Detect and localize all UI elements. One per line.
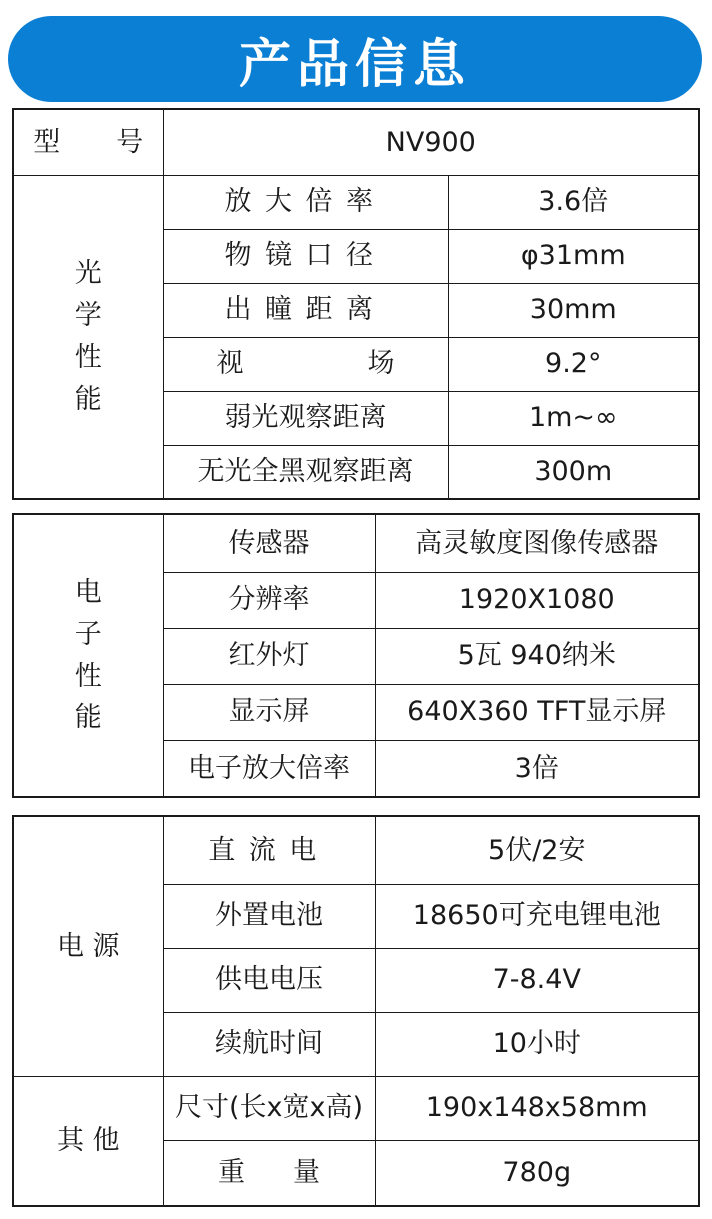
- table-row: [13, 109, 699, 175]
- spec-label-a: 视: [216, 348, 244, 380]
- title-banner: [8, 16, 702, 102]
- spec-label: 出瞳距离: [163, 283, 448, 337]
- optical-category-text: 光学性能: [74, 258, 102, 415]
- spec-label: 电子放大倍率: [163, 740, 375, 797]
- spec-label-a: 重: [218, 1157, 245, 1189]
- spec-label-b: 场: [367, 348, 395, 380]
- model-value: NV900: [163, 109, 699, 175]
- spec-label: [163, 337, 448, 391]
- spec-value: 1920X1080: [375, 572, 699, 628]
- spec-label: 弱光观察距离: [163, 391, 448, 445]
- spec-label: 外置电池: [163, 884, 375, 948]
- spec-value: 780g: [375, 1140, 699, 1206]
- spec-value: 30mm: [448, 283, 699, 337]
- spec-label: 续航时间: [163, 1012, 375, 1076]
- spec-label-b: 量: [293, 1157, 320, 1189]
- model-label: [13, 109, 163, 175]
- electronic-spec-table: [12, 513, 700, 798]
- spec-label: 供电电压: [163, 948, 375, 1012]
- spec-label: [163, 1140, 375, 1206]
- spec-label: 红外灯: [163, 628, 375, 684]
- spec-label: 尺寸(长x宽x高): [163, 1076, 375, 1140]
- spec-value: 18650可充电锂电池: [375, 884, 699, 948]
- spec-label: 直流电: [163, 816, 375, 884]
- spec-value: 640X360 TFT显示屏: [375, 684, 699, 740]
- electronic-category: [13, 514, 163, 797]
- spec-value: 高灵敏度图像传感器: [375, 514, 699, 572]
- spec-value: 3.6倍: [448, 175, 699, 229]
- spec-label: 放大倍率: [163, 175, 448, 229]
- electronic-category-text: 电子性能: [74, 576, 102, 734]
- table-row: [13, 816, 699, 884]
- power-category: 电 源: [13, 816, 163, 1076]
- spec-value: 10小时: [375, 1012, 699, 1076]
- spec-value: 300m: [448, 445, 699, 499]
- optical-category: [13, 175, 163, 499]
- model-label-b: 号: [116, 126, 144, 158]
- spec-label: 物镜口径: [163, 229, 448, 283]
- page-title: 产品信息: [238, 34, 471, 95]
- spec-value: 5瓦 940纳米: [375, 628, 699, 684]
- other-category: 其 他: [13, 1076, 163, 1206]
- spec-value: 9.2°: [448, 337, 699, 391]
- spec-label: 分辨率: [163, 572, 375, 628]
- spec-label: 传感器: [163, 514, 375, 572]
- table-row: [13, 175, 699, 229]
- spec-value: 1m~∞: [448, 391, 699, 445]
- power-other-spec-table: [12, 815, 700, 1207]
- optical-spec-table: [12, 108, 700, 500]
- spec-value: 7-8.4V: [375, 948, 699, 1012]
- spec-label: 无光全黑观察距离: [163, 445, 448, 499]
- spec-value: 190x148x58mm: [375, 1076, 699, 1140]
- table-row: [13, 1076, 699, 1140]
- spec-value: φ31mm: [448, 229, 699, 283]
- spec-value: 3倍: [375, 740, 699, 797]
- model-label-a: 型: [33, 126, 61, 158]
- spec-value: 5伏/2安: [375, 816, 699, 884]
- table-row: [13, 514, 699, 572]
- spec-label: 显示屏: [163, 684, 375, 740]
